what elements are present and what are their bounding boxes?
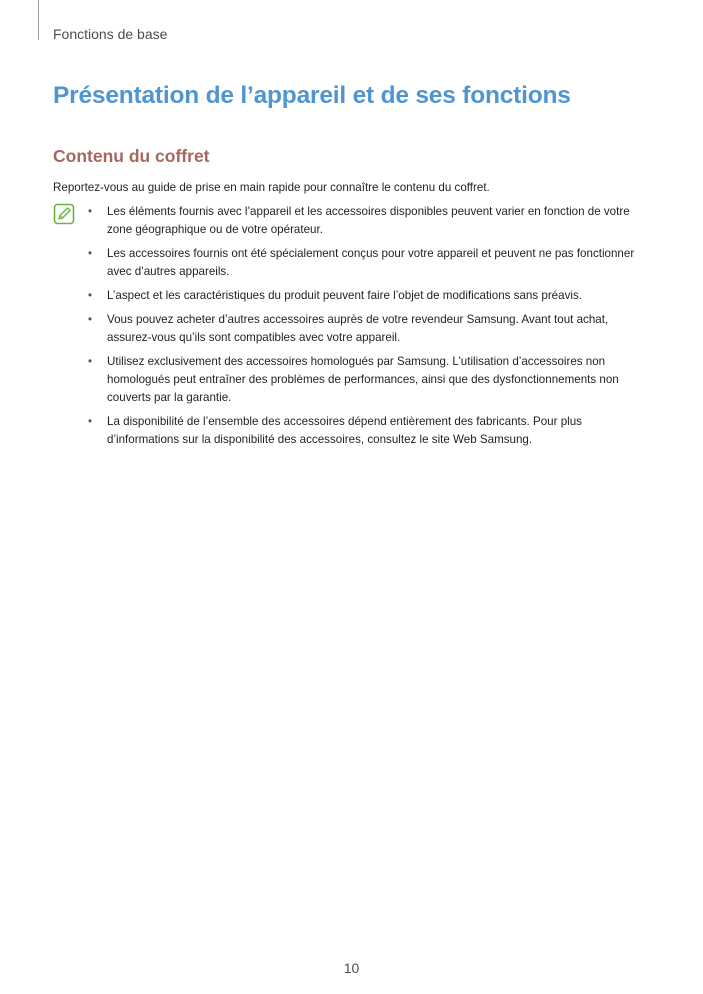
note-item [88, 353, 648, 407]
note-text: Les accessoires fournis ont été spécialement conçus pour votre appareil et peuvent ne pas fonctionner avec d’autres appareils. [107, 247, 635, 278]
note-item [88, 287, 648, 305]
note-item [88, 413, 648, 449]
note-item [88, 245, 648, 281]
running-header: Fonctions de base [53, 26, 168, 42]
page-number: 10 [343, 960, 360, 976]
intro-paragraph: Reportez-vous au guide de prise en main rapide pour connaître le contenu du coffret. [53, 181, 490, 194]
note-item [88, 203, 648, 239]
page-title: Présentation de l’appareil et de ses fonctions [53, 82, 571, 109]
bullet: • [88, 313, 93, 326]
bullet: • [88, 205, 93, 218]
note-item [88, 311, 648, 347]
bullet: • [88, 355, 93, 368]
note-text: Utilisez exclusivement des accessoires homologués par Samsung. L’utilisation d’accessoires non homologués peut entraîner des problèmes de performances, ainsi que des dysfonctionnements non couverts par la garantie. [107, 355, 619, 404]
header-rule [38, 0, 39, 40]
bullet: • [88, 289, 93, 302]
section-title: Contenu du coffret [53, 146, 210, 166]
note-text: La disponibilité de l’ensemble des accessoires dépend entièrement des fabricants. Pour plus d’informations sur la disponibilité des accessoires, consultez le site Web Samsung. [107, 415, 582, 446]
note-text: L’aspect et les caractéristiques du produit peuvent faire l’objet de modifications sans préavis. [107, 289, 582, 302]
note-text: Vous pouvez acheter d’autres accessoires auprès de votre revendeur Samsung. Avant tout achat, assurez-vous qu’ils sont compatibles avec votre appareil. [107, 313, 609, 344]
bullet: • [88, 415, 93, 428]
note-pencil-icon [53, 203, 75, 225]
bullet: • [88, 247, 93, 260]
note-list [88, 203, 648, 455]
note-text: Les éléments fournis avec l’appareil et les accessoires disponibles peuvent varier en fonction de votre zone géographique ou de votre opérateur. [107, 205, 630, 236]
